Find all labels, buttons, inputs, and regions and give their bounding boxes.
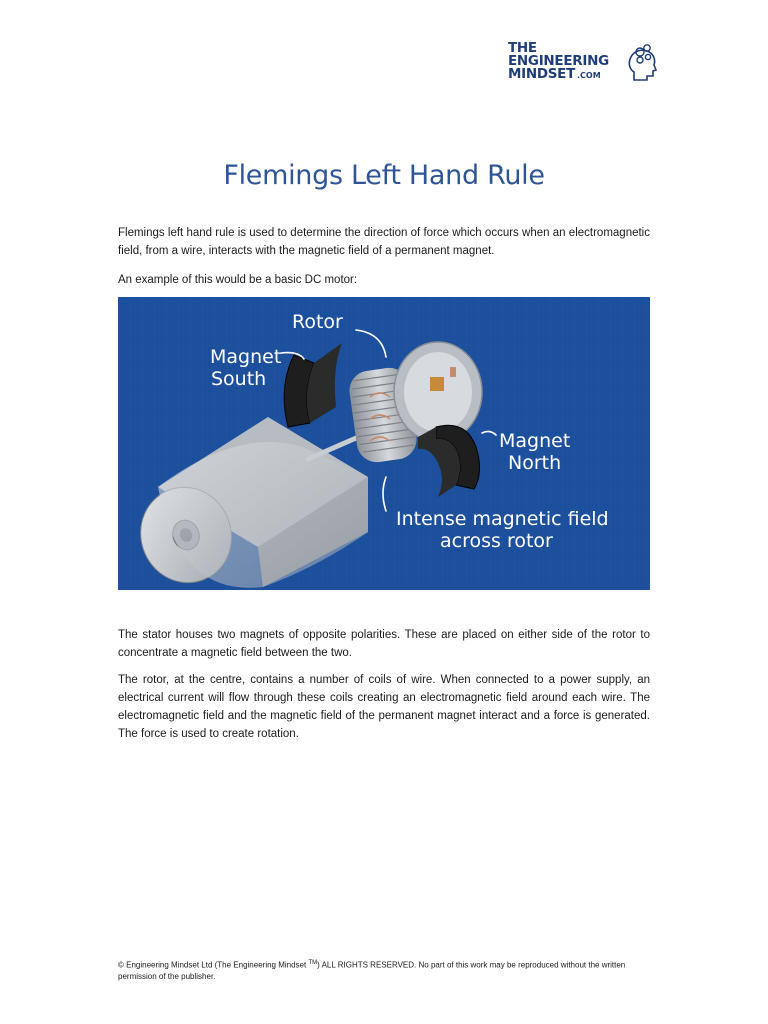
dc-motor-illustration	[118, 297, 650, 590]
head-gears-icon	[626, 42, 658, 82]
logo-suffix: .COM	[577, 71, 601, 80]
footer-text-b: ) ALL RIGHTS RESERVED. No part of this work may be reproduced without the written permission of the publisher.	[118, 960, 626, 981]
trademark-mark: TM	[308, 960, 318, 966]
label-rotor: Rotor	[292, 311, 343, 333]
label-magnet-north-1: Magnet	[499, 430, 571, 452]
footer-text-a: © Engineering Mindset Ltd (The Engineering Mindset	[118, 960, 309, 970]
label-field-2: across rotor	[440, 530, 553, 552]
label-magnet-south-1: Magnet	[210, 346, 282, 368]
logo-line-3-row	[508, 68, 609, 82]
label-magnet-north-2: North	[508, 452, 562, 474]
logo-line-1: THE	[508, 40, 537, 56]
page-title: Flemings Left Hand Rule	[223, 160, 545, 191]
logo-line-3: MINDSET	[508, 66, 576, 82]
logo-line-2: ENGINEERING	[508, 53, 609, 69]
rotor-paragraph: The rotor, at the centre, contains a number of coils of wire. When connected to a power supply, an electrical current will flow through these coils creating an electromagnetic field around each wire. The electromagnetic field and the magnetic field of the permanent magnet interact and a force is generated. The force is used to create rotation.	[118, 674, 650, 740]
label-field-1: Intense magnetic field	[396, 508, 609, 530]
example-paragraph: An example of this would be a basic DC motor:	[118, 274, 358, 286]
label-magnet-south-2: South	[211, 368, 267, 390]
logo-wordmark	[508, 42, 609, 82]
copyright-footer	[118, 958, 658, 982]
logo	[508, 42, 658, 86]
stator-paragraph: The stator houses two magnets of opposite polarities. These are placed on either side of the rotor to concentrate a magnetic field between the two.	[118, 629, 650, 659]
intro-paragraph: Flemings left hand rule is used to determine the direction of force which occurs when an electromagnetic field, from a wire, interacts with the magnetic field of a permanent magnet.	[118, 227, 650, 257]
